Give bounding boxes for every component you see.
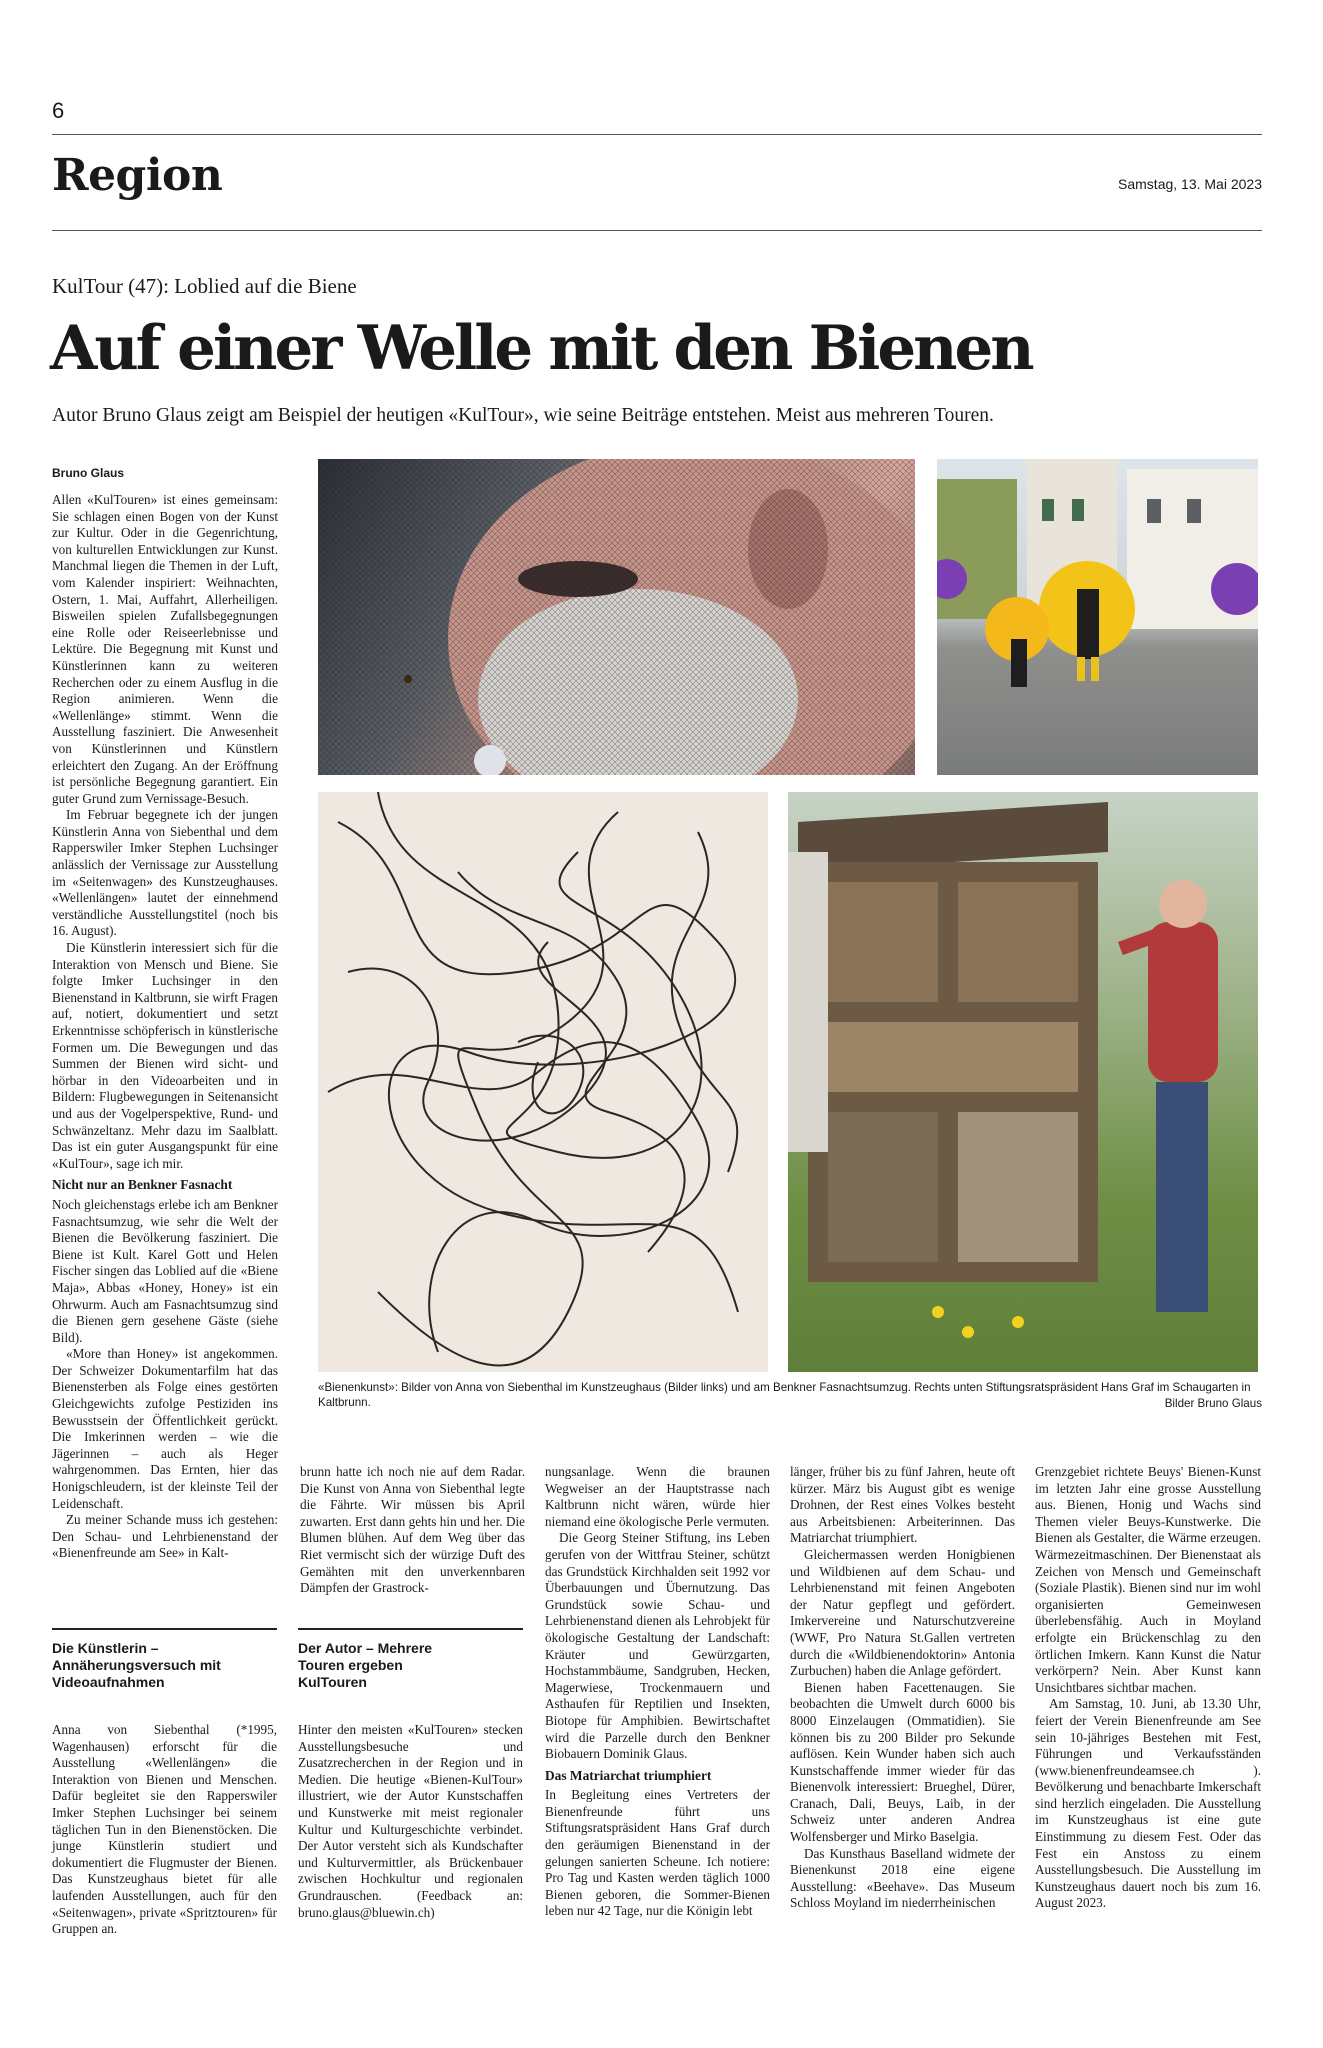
issue-date: Samstag, 13. Mai 2023 — [1118, 176, 1262, 192]
article-column-3 — [545, 1464, 770, 1920]
subheading: Nicht nur an Benkner Fasnacht — [52, 1177, 233, 1193]
photo-caption: «Bienenkunst»: Bilder von Anna von Siebenthal im Kunstzeughaus (Bilder links) und am Benkner Fasnachtsumzug. Rechts unten Stiftungsratspräsident Hans Graf im Schaugarten in Kaltbrunn. — [318, 1381, 1251, 1409]
byline: Bruno Glaus — [52, 466, 125, 480]
photo-credit: Bilder Bruno Glaus — [1164, 1397, 1262, 1410]
paragraph: nungsanlage. Wenn die braunen Wegweiser an der Hauptstrasse nach Kaltbrunn nicht wären, würde hier niemand eine ökologische Perle vermuten. — [545, 1464, 770, 1529]
photo-beekeeper-veil — [318, 459, 915, 775]
photo-carnival-bees — [937, 459, 1258, 775]
article-column-4 — [790, 1464, 1015, 1912]
paragraph: brunn hatte ich noch nie auf dem Radar. Die Kunst von Anna von Siebenthal legte die Fährte. Wir müssen bis April zuwarten. Erst dann gehts hin und her. Die Blumen blühen. Auf dem Weg über das Riet vermischt sich der würzige Duft des Gemähten mit den unverkennbaren Dämpfen der Grastrock- — [300, 1464, 525, 1596]
info-box-1 — [52, 1722, 277, 1938]
section-title: Region — [52, 150, 223, 201]
article-headline: Auf einer Welle mit den Bienen — [50, 313, 1032, 384]
article-column-2 — [300, 1464, 525, 1597]
paragraph: Bienen haben Facettenaugen. Sie beobachten die Umwelt durch 6000 bis 8000 Einzelaugen (Ommatidien). Sie können bis zu 200 Bilder pro Sekunde auflösen. Kein Wunder haben sich auch Kunstschaffende immer wieder für das Bienenvolk interessiert: Brueghel, Dürer, Cranach, Dali, Beuys, Laib, in der Schweiz unter anderen Andrea Wolfensberger und Mirko Baselgia. — [790, 1679, 1015, 1845]
article-lead: Autor Bruno Glaus zeigt am Beispiel der heutigen «KulTour», wie seine Beiträge entstehen. Meist aus mehreren Touren. — [52, 405, 994, 426]
info-box-1-title: Die Künstlerin – Annäherungsversuch mit Videoaufnahmen — [52, 1640, 221, 1690]
subheading: Das Matriarchat triumphiert — [545, 1767, 712, 1783]
paragraph: «More than Honey» ist angekommen. Der Schweizer Dokumentarfilm hat das Bienensterben als Folge eines gestörten Gleichgewichts zufolge Pestiziden ins Bewusstsein der Öffentlichkeit gerückt. Die Imkerinnen werden – wie die Jägerinnen – auch als Heger wahrgenommen. Das Ernten, hier das Honigschleudern, ist der kleinste Teil der Leidenschaft. — [52, 1346, 278, 1511]
paragraph: Im Februar begegnete ich der jungen Künstlerin Anna von Siebenthal und dem Rapperswiler Imker Stephen Luchsinger anlässlich der Vernissage zur Ausstellung im «Seitenwagen» des Kunstzeughauses. «Wellenlängen» lautet der einnehmend verständliche Ausstellungstitel (noch bis 16. August). — [52, 807, 278, 939]
paragraph: Zu meiner Schande muss ich gestehen: Den Schau- und Lehrbienenstand der «Bienenfreunde am See» in Kalt- — [52, 1512, 278, 1561]
info-box-2-title: Der Autor – Mehrere Touren ergeben KulTouren — [298, 1640, 433, 1690]
paragraph: In Begleitung eines Vertreters der Bienenfreunde führt uns Stiftungsratspräsident Hans Graf durch den geräumigen Bienenstand in der gelungen sanierten Scheune. Ich notiere: Pro Tag und Kasten werden täglich 1000 Bienen geboren, die Sommer-Bienen leben nur 42 Tage, nur die Königin lebt — [545, 1787, 770, 1919]
carnival-illustration — [937, 459, 1258, 775]
paragraph: Die Georg Steiner Stiftung, ins Leben gerufen von der Wittfrau Steiner, schützt das Grundstück Kirchhalden seit 1992 vor Überbauungen und Übernutzung. Das Grundstück sowie Schau- und Lehrbienenstand dienen als Lehrobjekt für ökologische Gestaltung der Landschaft: Kräuter und Gewürzgarten, Hochstammbäume, Sandgruben, Hecken, Magerwiese, Trockenmauern und Asthaufen für Reptilien und Insekten, Biotope für Amphibien. Bewirtschaftet wird die Parzelle durch den Benkner Biobauern Dominik Glaus. — [545, 1530, 770, 1762]
paragraph: Anna von Siebenthal (*1995, Wagenhausen) erforscht für die Ausstellung «Wellenlängen» die Interaktion von Bienen und Menschen. Dafür begleitet sie den Rapperswiler Imker Stephen Luchsinger bei seinem täglichen Tun in den Bienenstöcken. Die junge Künstlerin studiert und dokumentiert die Flugmuster der Bienen. Das Kunstzeughaus bietet für alle laufenden Ausstellungen, auch für den «Seitenwagen», private «Spritztouren» für Gruppen an. — [52, 1722, 277, 1937]
paragraph: Das Kunsthaus Baselland widmete der Bienenkunst 2018 eine eigene Ausstellung: «Beehave». Das Museum Schloss Moyland im niederrheinischen — [790, 1845, 1015, 1911]
photo-bee-flight-drawing — [318, 792, 768, 1372]
article-kicker: KulTour (47): Loblied auf die Biene — [52, 274, 357, 298]
paragraph: Am Samstag, 10. Juni, ab 13.30 Uhr, feiert der Verein Bienenfreunde am See sein 10-jähriges Bestehen mit Fest, Führungen und Verkaufsständen (www.bienenfreundeamsee.ch ). Bevölkerung und benachbarte Imkerschaft sind herzlich eingeladen. Die Ausstellung im Kunstzeughaus ist eine gute Einstimmung zu diesem Fest. Oder das Fest ein Anstoss zu einem Ausstellungsbesuch. Die Ausstellung im Kunstzeughaus dauert noch bis zum 16. August 2023. — [1035, 1696, 1261, 1911]
info-box-2-rule — [298, 1628, 523, 1630]
insect-hotel-illustration — [788, 792, 1258, 1372]
article-column-1 — [52, 492, 278, 1562]
paragraph: Gleichermassen werden Honigbienen und Wildbienen auf dem Schau- und Lehrbienenstand mit feinen Angeboten der Natur gepflegt und gefördert. Imkervereine und Naturschutzvereine (WWF, Pro Natura St.Gallen vertreten durch die «Wildbienendoktorin» Antonia Zurbuchen) haben die Anlage gefördert. — [790, 1546, 1015, 1679]
beekeeper-illustration — [318, 459, 915, 775]
paragraph: Allen «KulTouren» ist eines gemeinsam: Sie schlagen einen Bogen von der Kunst zur Kultur. Oder in die Gegenrichtung, von kulturellen Entwicklungen zur Kunst. Manchmal liegen die Themen in der Luft, vom Kalender inspiriert: Weihnachten, Ostern, 1. Mai, Auffahrt, Allerheiligen. Bisweilen spielen Zufallsbegegnungen eine Rolle oder Reiseerlebnisse und Lektüre. Die Begegnung mit Kunst und Künstlerinnen kann zu weiteren Recherchen oder zu einem Ausflug in die Region animieren. Wenn die «Wellenlänge» stimmt. Wenn die Ausstellung fasziniert. Die Anwesenheit von Künstlerinnen und Künstlern erleichtert den Zugang. An der Eröffnung ist persönliche Begegnung garantiert. Ein guter Grund zum Vernissage-Besuch. — [52, 492, 278, 806]
paragraph: Die Künstlerin interessiert sich für die Interaktion von Mensch und Biene. Sie folgte Imker Luchsinger in den Bienenstand in Kaltbrunn, sie wirft Fragen auf, notiert, dokumentiert und setzt Erkenntnisse schöpferisch in künstlerische Formen um. Die Bewegungen und das Summen der Bienen wird sicht- und hörbar in den Videoarbeiten und in Bildern: Flugbewegungen in Seitenansicht und aus der Vogelperspektive, Rund- und Schwänzeltanz. Mehr dazu im Saalblatt. Das ist ein guter Ausgangspunkt für eine «KulTour», sage ich mir. — [52, 940, 278, 1171]
photo-insect-hotel — [788, 792, 1258, 1372]
article-column-5 — [1035, 1464, 1261, 1912]
paragraph: Grenzgebiet richtete Beuys' Bienen-Kunst im letzten Jahr eine grosse Ausstellung aus. Bienen, Honig und Wachs sind Themen vieler Beuys-Kunstwerke. Die Bienen als Gestalter, die Wärme erzeugen. Wärmezeitmaschinen. Der Bienenstaat als Zeichen von Mensch und Gemeinschaft (Soziale Plastik). Bienen sind nur im wohl organisierten Gemeinwesen überlebensfähig. Auch in Moyland erfolgte ein Brückenschlag zu den örtlichen Imkern. Kann Kunst die Natur verkörpern? Nein. Aber Kunst kann Unsichtbares sichtbar machen. — [1035, 1464, 1261, 1695]
page-number: 6 — [52, 98, 65, 123]
paragraph: Hinter den meisten «KulTouren» stecken Ausstellungsbesuche und Zusatzrecherchen in der Region und in Medien. Die heutige «Bienen-KulTour» illustriert, wie der Autor Kunstschaffen und Kunstwerke mit meist regionaler Kultur und Kulturgeschichte verbindet. Der Autor versteht sich als Kundschafter und Kulturvermittler, als Brückenbauer zwischen Hochkultur und regionalen Grundrauschen. (Feedback an: bruno.glaus@bluewin.ch) — [298, 1722, 523, 1920]
paragraph: länger, früher bis zu fünf Jahren, heute oft kürzer. März bis August gibt es wenige Drohnen, der Rest eines Volkes besteht aus Arbeitsbienen: Arbeiterinnen. Das Matriarchat triumphiert. — [790, 1464, 1015, 1546]
info-box-2 — [298, 1722, 523, 1921]
header-top-rule — [52, 134, 1262, 135]
info-box-1-rule — [52, 1628, 277, 1630]
flight-lines-illustration — [318, 792, 768, 1372]
header-bottom-rule — [52, 230, 1262, 231]
paragraph: Noch gleichenstags erlebe ich am Benkner Fasnachtsumzug, wie sehr die Welt der Bienen die Bevölkerung fasziniert. Die Biene ist Kult. Karel Gott und Helen Fischer singen das Loblied auf die «Biene Maja», Abbas «Honey, Honey» ist ein Ohrwurm. Auch am Fasnachtsumzug sind die Bienen gern gesehene Gäste (siehe Bild). — [52, 1196, 278, 1345]
